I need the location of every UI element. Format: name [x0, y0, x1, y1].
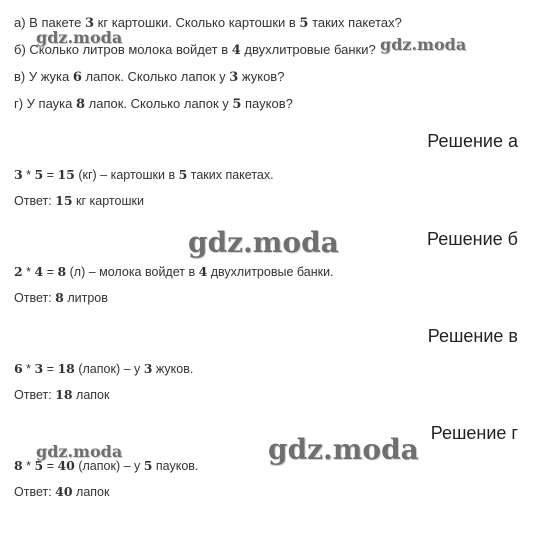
answer-number: 40: [55, 484, 73, 499]
answer-d: [14, 484, 109, 500]
watermark: gdz.moda: [36, 28, 123, 47]
task-number: 3: [85, 16, 95, 31]
expr-result: 18: [57, 361, 75, 376]
answer-b: [14, 290, 108, 306]
task-number: 3: [229, 70, 239, 85]
solution-title-a: Решение а: [427, 131, 518, 151]
answer-text: лапок: [72, 485, 110, 499]
answer-number: 15: [55, 193, 73, 208]
expr-number: 5: [143, 458, 153, 473]
task-text: таких пакетах?: [308, 15, 402, 30]
answer-c: [14, 387, 109, 403]
watermark: gdz.moda: [36, 442, 123, 461]
task-d: [14, 96, 293, 113]
watermark: gdz.moda: [268, 433, 419, 466]
expr-operand: 5: [34, 167, 44, 182]
task-c: [14, 69, 284, 86]
expr-text: двухлитровые банки.: [207, 265, 334, 279]
solution-title-b: Решение б: [427, 229, 518, 249]
expr-equals: =: [43, 459, 58, 473]
expr-number: 5: [178, 167, 188, 182]
task-text: кг картошки. Сколько картошки в: [94, 15, 300, 30]
expr-number: 4: [198, 264, 208, 279]
solution-expression-b: [14, 264, 334, 280]
answer-text: лапок: [72, 388, 110, 402]
expr-number: 3: [143, 361, 153, 376]
answer-label: Ответ:: [14, 291, 56, 305]
expr-operand: 6: [14, 361, 23, 376]
expr-result: 8: [57, 264, 67, 279]
task-text: лапок. Сколько лапок у: [85, 96, 233, 111]
answer-label: Ответ:: [14, 388, 56, 402]
task-text: г) У паука: [14, 96, 76, 111]
answer-number: 18: [55, 387, 73, 402]
task-number: 4: [231, 43, 241, 58]
solution-expression-a: [14, 167, 274, 183]
expr-result: 15: [57, 167, 75, 182]
watermark: gdz.moda: [380, 35, 467, 54]
task-text: двухлитровые банки?: [240, 42, 376, 57]
task-number: 8: [76, 97, 86, 112]
expr-result: 40: [57, 458, 75, 473]
solution-expression-c: [14, 361, 193, 377]
task-text: жуков?: [238, 69, 285, 84]
expr-operand: 2: [14, 264, 23, 279]
expr-operand: 8: [14, 458, 23, 473]
expr-operand: 3: [14, 167, 23, 182]
expr-text: (лапок) – у: [74, 459, 144, 473]
expr-equals: =: [43, 362, 58, 376]
answer-label: Ответ:: [14, 485, 56, 499]
answer-a: [14, 193, 144, 209]
expr-operand: 3: [34, 361, 44, 376]
solution-title-d: Решение г: [430, 423, 518, 443]
task-number: 6: [72, 70, 82, 85]
task-text: в) У жука: [14, 69, 73, 84]
expr-text: жуков.: [152, 362, 194, 376]
expr-text: пауков.: [152, 459, 199, 473]
expr-operator: *: [22, 362, 35, 376]
expr-text: таких пакетах.: [187, 168, 274, 182]
expr-equals: =: [43, 168, 58, 182]
expr-operand: 4: [34, 264, 44, 279]
expr-operator: *: [22, 265, 35, 279]
answer-number: 8: [55, 290, 64, 305]
watermark: gdz.moda: [188, 226, 339, 259]
expr-operand: 5: [34, 458, 44, 473]
task-text: б) Сколько литров молока войдет в: [14, 42, 232, 57]
answer-text: литров: [63, 291, 108, 305]
expr-operator: *: [22, 459, 35, 473]
expr-operator: *: [22, 168, 35, 182]
expr-text: (кг) – картошки в: [74, 168, 179, 182]
expr-text: (л) – молока войдет в: [66, 265, 199, 279]
solution-title-c: Решение в: [427, 326, 518, 346]
expr-text: (лапок) – у: [74, 362, 144, 376]
task-number: 5: [299, 16, 309, 31]
answer-text: кг картошки: [72, 194, 144, 208]
task-text: а) В пакете: [14, 15, 86, 30]
task-text: лапок. Сколько лапок у: [81, 69, 230, 84]
task-number: 5: [232, 97, 242, 112]
answer-label: Ответ:: [14, 194, 56, 208]
expr-equals: =: [43, 265, 58, 279]
task-text: пауков?: [241, 96, 293, 111]
